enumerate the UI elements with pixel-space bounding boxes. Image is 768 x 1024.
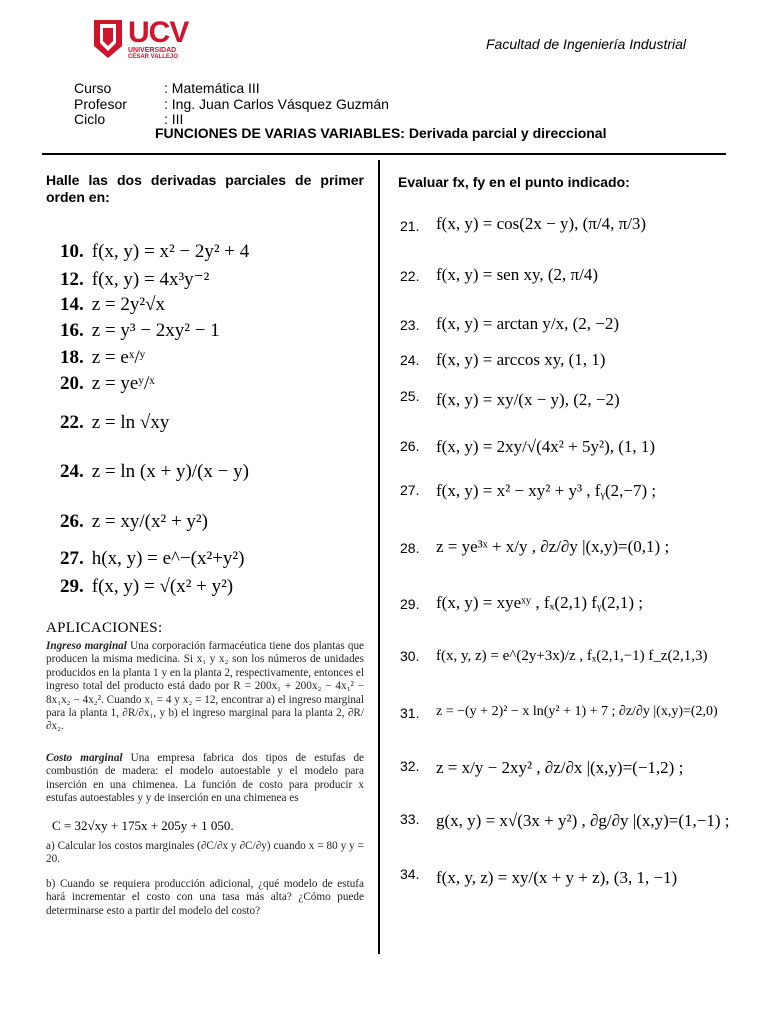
exercise-25-expression: f(x, y) = xy/(x − y), (2, −2): [436, 390, 620, 409]
applications-heading: APLICACIONES:: [46, 620, 163, 636]
course-value: : Matemática III: [164, 80, 260, 96]
logo-subtitle-1: UNIVERSIDAD: [128, 47, 177, 54]
logo-subtitle-2: CÉSAR VALLEJO: [128, 54, 178, 60]
exercise-31-number: 31.: [400, 705, 420, 721]
cycle-value: : III: [164, 111, 184, 127]
exercise-20: 20. z = yeʸ/ˣ: [60, 373, 155, 394]
exercise-27: 27. h(x, y) = e^−(x²+y²): [60, 548, 245, 569]
exercise-28-expression: z = ye³ˣ + x/y , ∂z/∂y |(x,y)=(0,1) ;: [436, 537, 670, 556]
professor-label: Profesor: [74, 96, 127, 112]
exercise-33-expression: g(x, y) = x√(3x + y²) , ∂g/∂y |(x,y)=(1,−1) ;: [436, 811, 730, 830]
app1-text: Una corporación farmacéutica tiene dos plantas que producen la misma medicina. Si x₁ y x₂ son los números de unidades producidos en la planta 1 y en la planta 2, respectivamente, entonces el ingreso total del producto está dado por R = 200x₁ + 200x₂ − 4x₁² − 8x₁x₂ − 4x₂². Cuando x₁ = 4 y x₂ = 12, encontrar a) el ingreso marginal para la planta 1, ∂R/∂x₁, y b) el ingreso marginal para la planta 2, ∂R/∂x₂.: [46, 640, 365, 733]
exercise-33-number: 33.: [400, 811, 420, 827]
application-marginal-cost: [46, 752, 364, 806]
exercise-27-number: 27.: [400, 482, 420, 498]
app2-part-a: a) Calcular los costos marginales (∂C/∂x y ∂C/∂y) cuando x = 80 y y = 20.: [46, 840, 364, 866]
exercise-21-number: 21.: [400, 218, 420, 234]
exercise-22: 22. z = ln √xy: [60, 412, 170, 433]
vertical-divider: [378, 160, 380, 954]
left-heading: Halle las dos derivadas parciales de primer orden en:: [46, 172, 364, 205]
exercise-16: 16. z = y³ − 2xy² − 1: [60, 320, 220, 341]
exercise-34-number: 34.: [400, 866, 420, 882]
exercise-29-number: 29.: [400, 596, 420, 612]
app2-title: Costo marginal: [46, 752, 123, 764]
exercise-29: 29. f(x, y) = √(x² + y²): [60, 576, 234, 597]
exercise-24-expression: f(x, y) = arccos xy, (1, 1): [436, 350, 606, 369]
exercise-31-expression: z = −(y + 2)² − x ln(y² + 1) + 7 ; ∂z/∂y |(x,y)=(2,0): [436, 704, 718, 719]
exercise-21-expression: f(x, y) = cos(2x − y), (π/4, π/3): [436, 214, 647, 233]
exercise-14: 14. z = 2y²√x: [60, 294, 166, 315]
page-title: FUNCIONES DE VARIAS VARIABLES: Derivada parcial y direccional: [155, 125, 607, 141]
exercise-22-number: 22.: [400, 268, 420, 284]
app2-part-b: b) Cuando se requiera producción adicional, ¿qué modelo de estufa hará incrementar el costo con una tasa más alta? ¿Cómo puede determinarse esto a partir del modelo del costo?: [46, 878, 364, 917]
faculty-name: Facultad de Ingeniería Industrial: [486, 36, 687, 52]
app2-text: Una empresa fabrica dos tipos de estufas de combustión de madera: el modelo autoestable y el modelo para inserción en una chimenea. La función de costo para producir x estufas autoestables y y de inserción en una chimenea es: [46, 752, 364, 805]
exercise-10: 10. f(x, y) = x² − 2y² + 4: [60, 241, 250, 262]
logo-text: UCV: [128, 16, 189, 49]
horizontal-divider: [42, 153, 726, 155]
exercise-18: 18. z = eˣ/ʸ: [60, 347, 146, 368]
exercise-26-expression: f(x, y) = 2xy/√(4x² + 5y²), (1, 1): [436, 437, 656, 456]
exercise-25-number: 25.: [400, 388, 420, 404]
app1-title: Ingreso marginal: [46, 640, 127, 652]
exercise-26-number: 26.: [400, 438, 420, 454]
exercise-22-expression: f(x, y) = sen xy, (2, π/4): [436, 265, 599, 284]
exercise-23-expression: f(x, y) = arctan y/x, (2, −2): [436, 314, 619, 333]
exercise-29-expression: f(x, y) = xyeˣʸ , fₓ(2,1) fᵧ(2,1) ;: [436, 593, 643, 612]
ucv-logo: [92, 16, 202, 62]
professor-value: : Ing. Juan Carlos Vásquez Guzmán: [164, 96, 389, 112]
exercise-24: 24. z = ln (x + y)/(x − y): [60, 461, 249, 482]
exercise-12: 12. f(x, y) = 4x³y⁻²: [60, 269, 210, 290]
exercise-27-expression: f(x, y) = x² − xy² + y³ , fᵧ(2,−7) ;: [436, 481, 657, 500]
professor-row: [74, 96, 389, 112]
exercise-23-number: 23.: [400, 317, 420, 333]
exercise-26: 26. z = xy/(x² + y²): [60, 511, 208, 532]
exercise-28-number: 28.: [400, 540, 420, 556]
exercise-32-expression: z = x/y − 2xy² , ∂z/∂x |(x,y)=(−1,2) ;: [436, 758, 684, 777]
right-heading: Evaluar fx, fy en el punto indicado:: [398, 174, 630, 190]
course-label: Curso: [74, 80, 112, 96]
cycle-label: Ciclo: [74, 111, 106, 127]
exercise-32-number: 32.: [400, 758, 420, 774]
course-row: [74, 80, 260, 96]
exercise-30-expression: f(x, y, z) = e^(2y+3x)/z , fₓ(2,1,−1) f_z(2,1,3): [436, 648, 708, 664]
exercise-34-expression: f(x, y, z) = xy/(x + y + z), (3, 1, −1): [436, 868, 678, 887]
cost-formula: C = 32√xy + 175x + 205y + 1 050.: [52, 818, 234, 833]
exercise-24-number: 24.: [400, 352, 420, 368]
application-marginal-revenue: [46, 640, 364, 734]
exercise-30-number: 30.: [400, 648, 420, 664]
